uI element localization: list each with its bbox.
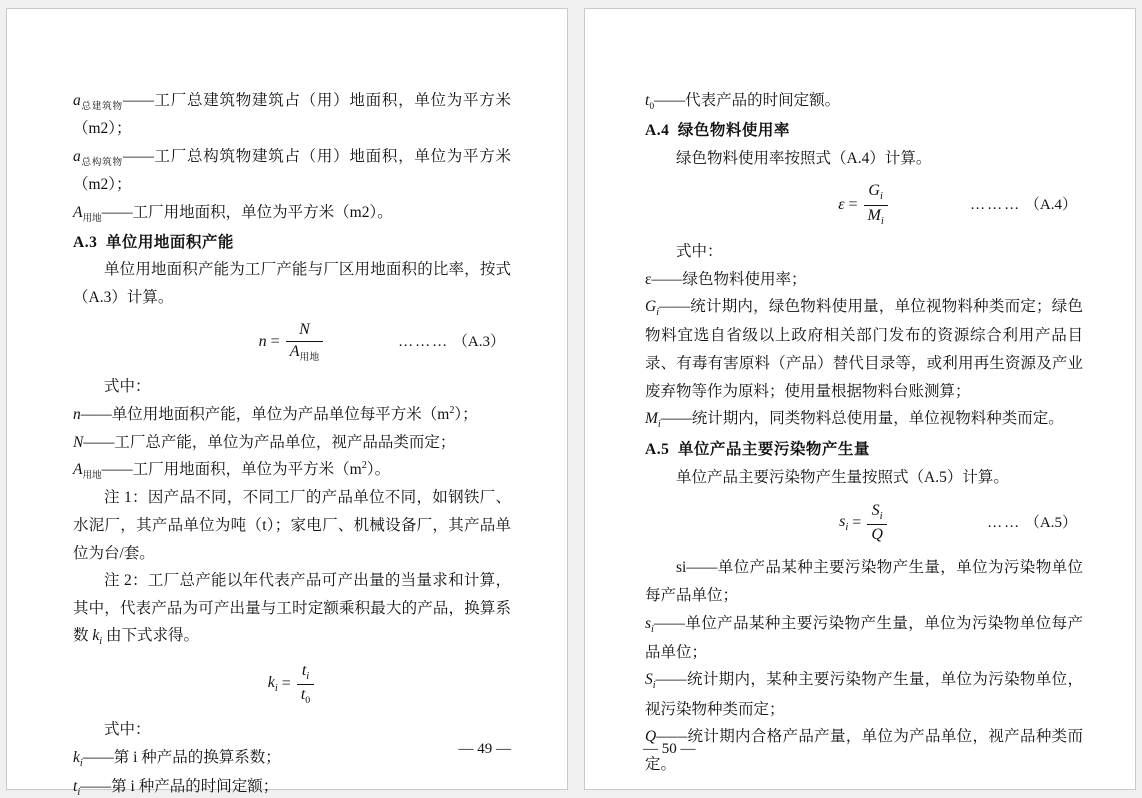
formula-a4-label: （A.4） — [1024, 196, 1077, 213]
heading-a6 — [645, 780, 1083, 798]
formula-a5-label: （A.5） — [1024, 514, 1077, 531]
formula-ki — [73, 662, 511, 707]
symbol-Si: $S_i$ — [645, 671, 656, 692]
heading-a3 — [73, 229, 511, 257]
formula-a4-fraction — [864, 182, 888, 228]
heading-a5-number: A.5 — [645, 441, 670, 459]
paragraph-a3: 单位用地面积产能为工厂产能与厂区用地面积的比率，按式（A.3）计算。 — [73, 261, 511, 306]
definition-Gi: $G_i——$统计期内，绿色物料使用量，单位视物料种类而定；绿色物料宜选自省级以上政府相关部门发布的资源综合利用产品目录、有毒有害原料（产品）替代目录等，或利用再生资源及产业废弃物等作为原料；使用量根据物料台账测算； — [645, 298, 1083, 400]
formula-ki-fraction — [297, 662, 314, 707]
formula-ki-expression — [268, 662, 316, 707]
formula-a3-label: （A.3） — [452, 334, 505, 351]
symbol-N: N — [73, 433, 84, 451]
formula-a5 — [645, 502, 1083, 545]
symbol-ti: $t_i$ — [73, 778, 81, 798]
formula-a5-lhs: $s_i$ — [839, 513, 849, 534]
heading-a5 — [645, 436, 1083, 464]
formula-ki-denominator: $t_0$ — [300, 685, 311, 707]
definition-Si: $S_i——$统计期内，某种主要污染物产生量，单位为污染物单位，视污染物种类而定； — [645, 671, 1083, 718]
definition-ki: $k_i——$第 i 种产品的换算系数； — [73, 749, 281, 770]
symbol-Gi: $G_i$ — [645, 298, 660, 319]
note-2: 注 2：工厂总产能以年代表产品可产出量的当量求和计算，其中，代表产品为可产出量与工时定额乘积最大的产品，换算系数 $k_i$ 由下式求得。 — [73, 572, 511, 648]
formula-ki-equals: = — [281, 674, 291, 692]
formula-a4-expression — [838, 182, 890, 228]
formula-a3-denominator: $A_{用地}$ — [289, 342, 320, 364]
symbol-ki: $k_i$ — [73, 749, 83, 770]
formula-a4-number — [970, 192, 1077, 219]
formula-a4-lhs: ε — [838, 195, 845, 213]
where-label: 式中： — [104, 378, 151, 396]
formula-a5-numerator: $S_i$ — [871, 501, 883, 522]
symbol-a-total-structures: $a_{总构筑物}$ — [73, 147, 123, 168]
heading-a5-title: 单位产品主要污染物产生量 — [677, 441, 870, 459]
paragraph-a5: 单位产品主要污染物产生量按照式（A.5）计算。 — [676, 469, 1009, 487]
heading-a4-number: A.4 — [645, 122, 670, 140]
formula-a5-number — [987, 510, 1077, 537]
paragraph-a4: 绿色物料使用率按照式（A.4）计算。 — [676, 149, 932, 167]
formula-a3-equals: = — [270, 333, 280, 351]
definition-line — [73, 143, 511, 199]
definition-t0: $t_0——$代表产品的时间定额。 — [645, 92, 841, 113]
definition-ti: $t_i——$第 i 种产品的时间定额； — [73, 778, 279, 798]
where-label-3: 式中： — [676, 243, 723, 260]
definition-Mi: $M_i——$统计期内，同类物料总使用量，单位视物料种类而定。 — [645, 410, 1064, 431]
definition-line — [73, 199, 511, 227]
formula-a5-expression — [839, 502, 889, 545]
symbol-a-total-buildings: $a_{总建筑物}$ — [73, 92, 123, 113]
definition-Q: Q——统计期内合格产品产量，单位为产品单位，视产品种类而定。 — [645, 728, 1083, 773]
formula-a4 — [645, 182, 1083, 228]
page-left — [6, 8, 568, 798]
formula-a5-equals: = — [852, 513, 862, 531]
heading-a3-title: 单位用地面积产能 — [105, 233, 234, 251]
formula-ki-numerator: $t_i$ — [301, 661, 310, 682]
formula-a5-fraction — [867, 502, 887, 545]
symbol-A-land-2: $A_{用地}$ — [73, 461, 102, 482]
formula-a3 — [73, 321, 511, 363]
definition-n: n——单位用地面积产能，单位为产品单位每平方米$(m^2)$； — [73, 404, 478, 424]
formula-a4-numerator: $G_i$ — [868, 182, 883, 203]
formula-a3-number — [398, 329, 505, 356]
formula-a3-lhs: n — [258, 333, 267, 351]
formula-a5-denominator: Q — [871, 525, 883, 543]
definition-line — [73, 87, 511, 143]
formula-a3-expression — [259, 321, 326, 363]
leader-dots: ……… — [398, 334, 450, 351]
symbol-ki-inline: $k_i$ — [92, 627, 103, 648]
formula-ki-lhs: $k_i$ — [267, 674, 278, 695]
formula-a3-numerator: N — [299, 321, 310, 339]
definition-epsilon: ε——绿色物料使用率； — [645, 270, 807, 288]
heading-a4 — [645, 117, 1083, 145]
where-label-4: si——单位产品某种主要污染物产生量，单位为污染物单位每产品单位； — [645, 559, 1083, 604]
definition-N: N——工厂总产能，单位为产品单位，视产品品类而定； — [73, 433, 456, 451]
definition-si: $s_i——$单位产品某种主要污染物产生量，单位为污染物单位每产品单位； — [645, 614, 1083, 661]
formula-a4-denominator: $M_i$ — [867, 206, 884, 227]
symbol-Q: Q — [645, 728, 657, 746]
note-1: 注 1：因产品不同，不同工厂的产品单位不同，如钢铁厂、水泥厂，其产品单位为吨（t）；家电厂、机械设备厂，其产品单位为台/套。 — [73, 489, 511, 562]
symbol-si: $s_i$ — [645, 614, 654, 635]
page-right — [584, 8, 1136, 790]
leader-dots: ……… — [970, 196, 1022, 213]
definition-A-land-2: $A_{用地}——$工厂用地面积，单位为平方米$(m^2)$。 — [73, 460, 391, 482]
leader-dots: …… — [987, 514, 1022, 531]
formula-a4-equals: = — [848, 195, 858, 213]
page-number-left: — 49 — — [458, 741, 511, 758]
symbol-t0: $t_0$ — [645, 92, 655, 113]
symbol-Mi: $M_i$ — [645, 410, 661, 431]
symbol-n: n — [73, 406, 81, 424]
definition-text: ——工厂总构筑物建筑占（用）地面积，单位为平方米（m2）； — [73, 147, 511, 193]
definition-text: ——工厂用地面积，单位为平方米（m2）。 — [101, 203, 393, 221]
page-number-right: — 50 — — [643, 741, 696, 758]
formula-a3-fraction — [286, 321, 324, 363]
heading-a3-number: A.3 — [73, 233, 98, 251]
heading-a4-title: 绿色物料使用率 — [677, 122, 790, 140]
symbol-A-land: $A_{用地}$ — [73, 203, 102, 224]
where-label-2: 式中： — [104, 721, 151, 739]
definition-text: ——工厂总建筑物建筑占（用）地面积，单位为平方米（m2）； — [73, 92, 511, 138]
